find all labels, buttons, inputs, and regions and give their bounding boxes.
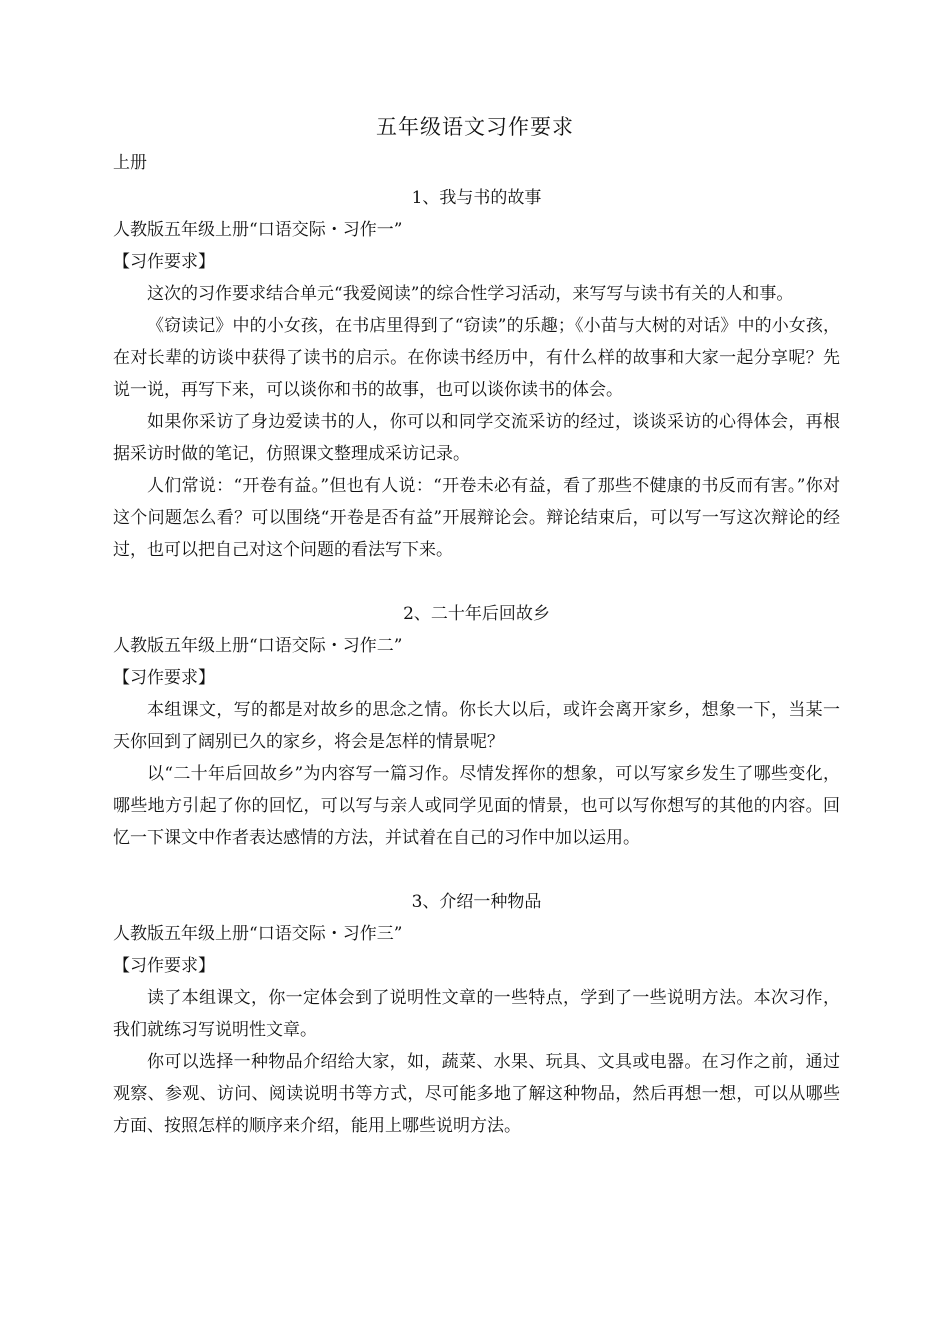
section-source: 人教版五年级上册“口语交际・习作一”	[113, 220, 403, 240]
paragraph: 这次的习作要求结合单元“我爱阅读”的综合性学习活动，来写写与读书有关的人和事。	[147, 284, 794, 304]
document-title: 五年级语文习作要求	[376, 115, 574, 139]
paragraph: 人们常说：“开卷有益。”但也有人说：“开卷未必有益，看了那些不健康的书反而有害。”你对这个问题怎么看？可以围绕“开卷是否有益”开展辩论会。辩论结束后，可以写一写这次辩论的经过，也可以把自己对这个问题的看法写下来。	[113, 476, 840, 560]
requirement-label: 【习作要求】	[113, 252, 215, 272]
paragraph: 《窃读记》中的小女孩，在书店里得到了“窃读”的乐趣；《小苗与大树的对话》中的小女孩，在对长辈的访谈中获得了读书的启示。在你读书经历中，有什么样的故事和大家一起分享呢？先说一说，再写下来，可以谈你和书的故事，也可以谈你读书的体会。	[113, 316, 840, 400]
section-spacer	[113, 854, 840, 886]
section-spacer	[113, 566, 840, 598]
volume-label: 上册	[113, 153, 147, 173]
section-source: 人教版五年级上册“口语交际・习作三”	[113, 924, 403, 944]
section-3	[113, 886, 840, 1142]
requirement-label: 【习作要求】	[113, 956, 215, 976]
section-heading: 3、介绍一种物品	[411, 892, 542, 912]
paragraph: 你可以选择一种物品介绍给大家，如，蔬菜、水果、玩具、文具或电器。在习作之前，通过观察、参观、访问、阅读说明书等方式，尽可能多地了解这种物品，然后再想一想，可以从哪些方面、按照怎样的顺序来介绍，能用上哪些说明方法。	[113, 1052, 840, 1136]
section-2	[113, 598, 840, 854]
paragraph: 以“二十年后回故乡”为内容写一篇习作。尽情发挥你的想象，可以写家乡发生了哪些变化，哪些地方引起了你的回忆，可以写与亲人或同学见面的情景，也可以写你想写的其他的内容。回忆一下课文中作者表达感情的方法，并试着在自己的习作中加以运用。	[113, 764, 840, 848]
section-1	[113, 182, 840, 566]
requirement-label: 【习作要求】	[113, 668, 215, 688]
section-heading: 1、我与书的故事	[411, 188, 542, 208]
section-source: 人教版五年级上册“口语交际・习作二”	[113, 636, 403, 656]
document-body	[113, 182, 840, 1142]
section-heading: 2、二十年后回故乡	[403, 604, 550, 624]
paragraph: 本组课文，写的都是对故乡的思念之情。你长大以后，或许会离开家乡，想象一下，当某一天你回到了阔别已久的家乡，将会是怎样的情景呢？	[113, 700, 840, 752]
paragraph: 读了本组课文，你一定体会到了说明性文章的一些特点，学到了一些说明方法。本次习作，我们就练习写说明性文章。	[113, 988, 840, 1040]
paragraph: 如果你采访了身边爱读书的人，你可以和同学交流采访的经过，谈谈采访的心得体会，再根据采访时做的笔记，仿照课文整理成采访记录。	[113, 412, 840, 464]
